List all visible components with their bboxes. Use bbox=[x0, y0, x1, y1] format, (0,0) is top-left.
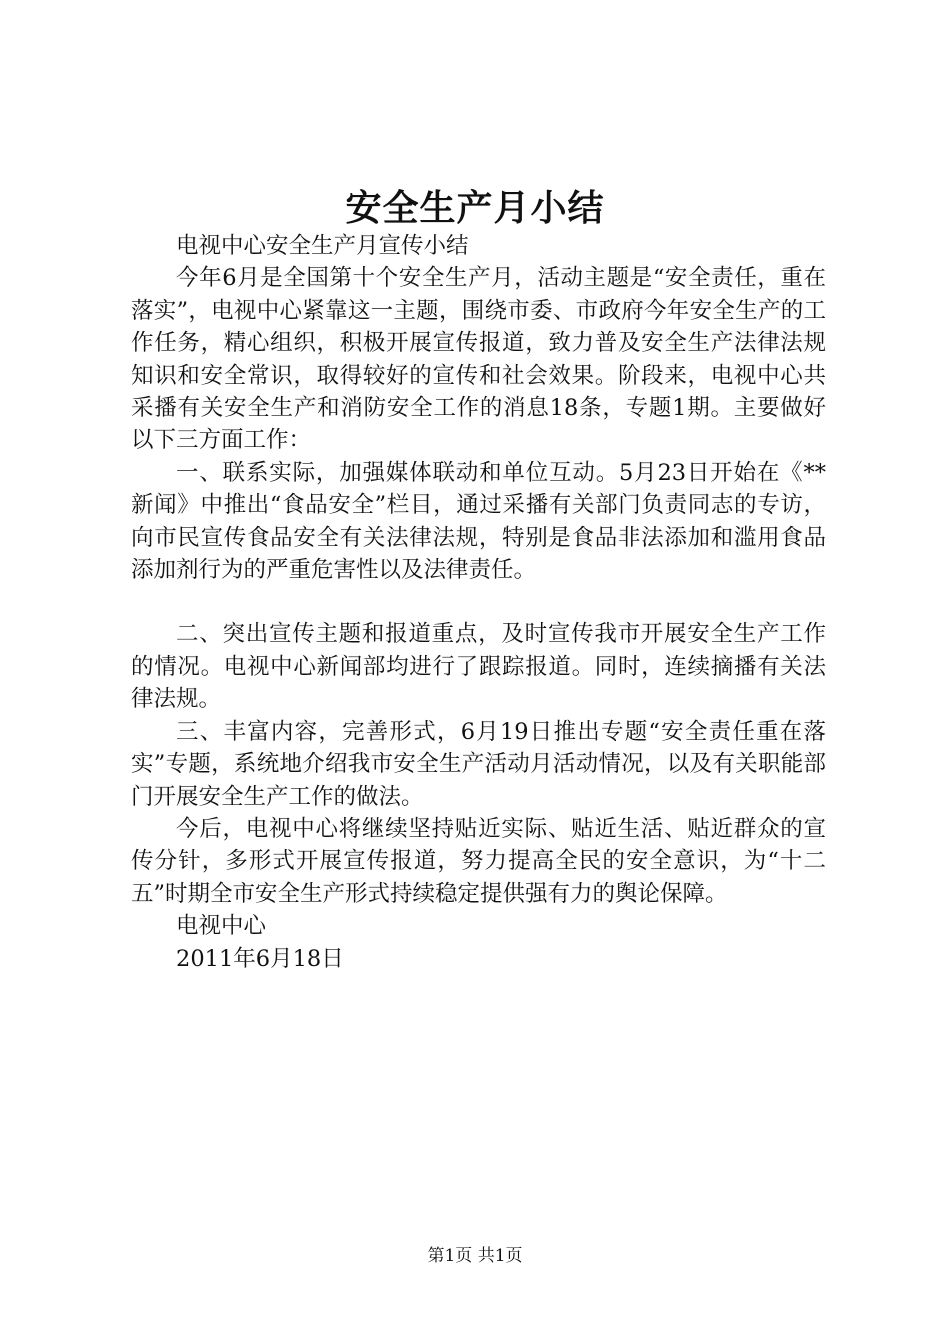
document-body bbox=[131, 230, 826, 975]
point-one-paragraph: 一、联系实际，加强媒体联动和单位互动。5月23日开始在《**新闻》中推出“食品安全”栏目，通过采播有关部门负责同志的专访，向市民宣传食品安全有关法律法规，特别是食品非法添加和滥用食品添加剂行为的严重危害性以及法律责任。 bbox=[131, 459, 826, 584]
conclusion-paragraph: 今后，电视中心将继续坚持贴近实际、贴近生活、贴近群众的宣传分针，多形式开展宣传报道，努力提高全民的安全意识，为“十二五”时期全市安全生产形式持续稳定提供强有力的舆论保障。 bbox=[131, 815, 826, 907]
intro-paragraph: 今年6月是全国第十个安全生产月，活动主题是“安全责任，重在落实”，电视中心紧靠这一主题，围绕市委、市政府今年安全生产的工作任务，精心组织，积极开展宣传报道，致力普及安全生产法律法规知识和安全常识，取得较好的宣传和社会效果。阶段来，电视中心共采播有关安全生产和消防安全工作的消息18条，专题1期。主要做好以下三方面工作： bbox=[131, 265, 826, 454]
point-two-paragraph: 二、突出宣传主题和报道重点，及时宣传我市开展安全生产工作的情况。电视中心新闻部均进行了跟踪报道。同时，连续摘播有关法律法规。 bbox=[131, 621, 826, 713]
document-title: 安全生产月小结 bbox=[345, 187, 605, 229]
point-three-paragraph: 三、丰富内容，完善形式，6月19日推出专题“安全责任重在落实”专题，系统地介绍我市安全生产活动月活动情况，以及有关职能部门开展安全生产工作的做法。 bbox=[131, 718, 826, 810]
signature-organization: 电视中心 bbox=[176, 913, 267, 940]
subtitle-paragraph: 电视中心安全生产月宣传小结 bbox=[176, 233, 469, 259]
page-footer: 第1页 共1页 bbox=[427, 1246, 523, 1266]
signature-date: 2011年6月18日 bbox=[176, 945, 344, 972]
